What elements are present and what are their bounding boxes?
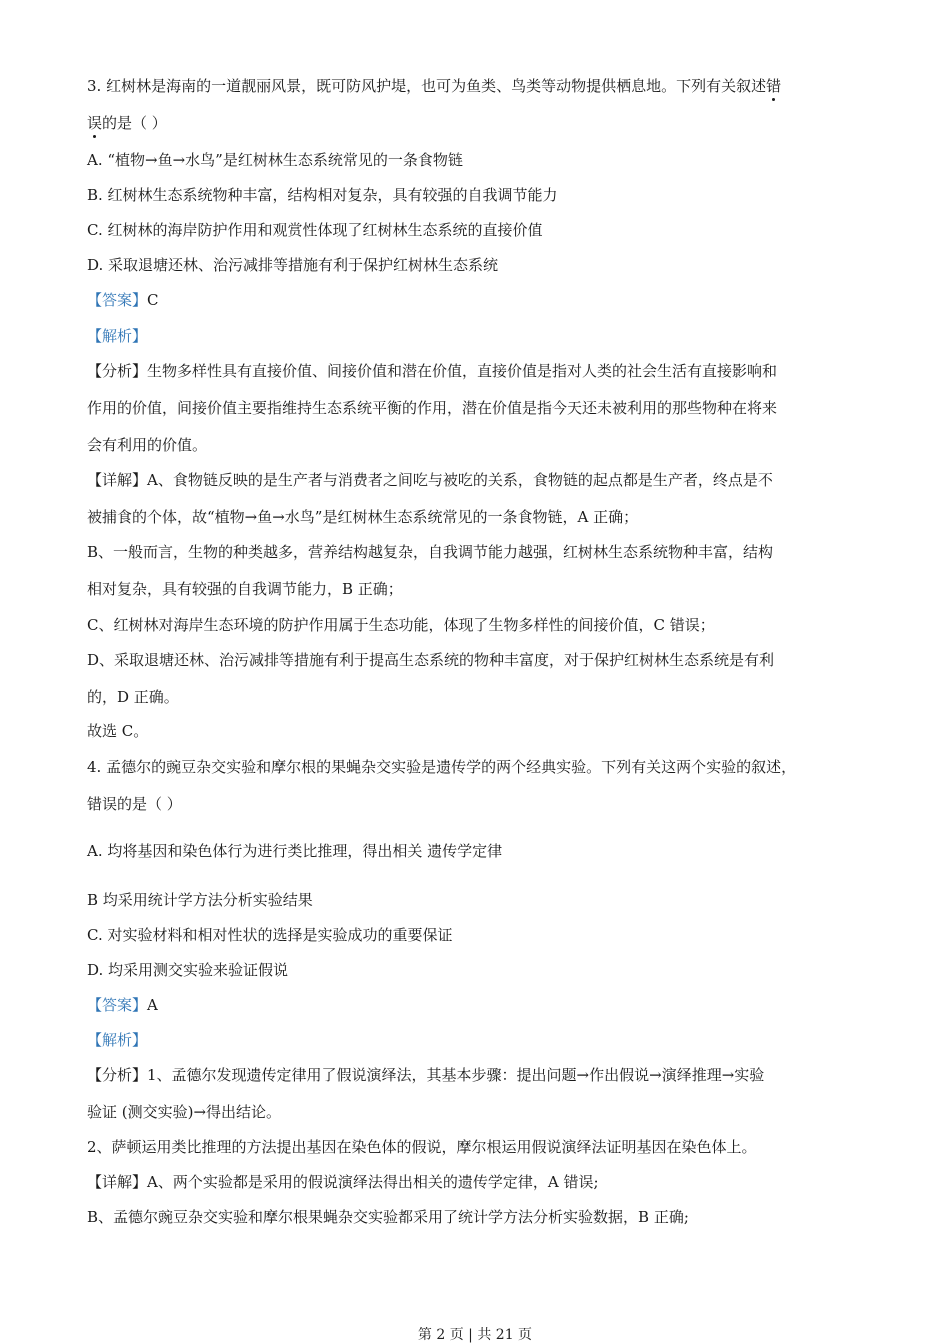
q3-option-d: D. 采取退塘还林、治污减排等措施有利于保护红树林生态系统 bbox=[87, 256, 499, 274]
answer-value: C bbox=[147, 291, 159, 309]
q4-fenxi-line2: 验证 (测交实验)→得出结论。 bbox=[87, 1103, 282, 1121]
xiangjie-tag: 【详解】 bbox=[87, 471, 148, 489]
q4-xiangjie-line2: B、孟德尔豌豆杂交实验和摩尔根果蝇杂交实验都采用了统计学方法分析实验数据，B 正确; bbox=[87, 1208, 689, 1226]
q3-stem-text: 3. 红树林是海南的一道靓丽风景，既可防风护堤，也可为鱼类、鸟类等动物提供栖息地。下列有关叙述 bbox=[87, 77, 767, 95]
q4-answer bbox=[87, 995, 158, 1015]
q4-option-c: C. 对实验材料和相对性状的选择是实验成功的重要保证 bbox=[87, 926, 453, 944]
q4-option-a: A. 均将基因和染色体行为进行类比推理，得出相关 遗传学定律 bbox=[87, 842, 503, 860]
fenxi-text: 生物多样性具有直接价值、间接价值和潜在价值，直接价值是指对人类的社会生活有直接影响和 bbox=[147, 362, 778, 380]
emphasis-char: 误 bbox=[87, 114, 103, 132]
q3-fenxi-line3: 会有利用的价值。 bbox=[87, 436, 208, 454]
q3-option-b: B. 红树林生态系统物种丰富，结构相对复杂，具有较强的自我调节能力 bbox=[87, 186, 558, 204]
q3-option-a: A. “植物→鱼→水鸟”是红树林生态系统常见的一条食物链 bbox=[87, 151, 463, 169]
q3-fenxi-line1 bbox=[87, 361, 777, 381]
q4-option-b: B 均采用统计学方法分析实验结果 bbox=[87, 891, 313, 909]
q3-stem-tail: 的是（ ） bbox=[102, 114, 167, 132]
q3-xiangjie-line2: 被捕食的个体，故“植物→鱼→水鸟”是红树林生态系统常见的一条食物链，A 正确； bbox=[87, 508, 639, 526]
q3-analysis-tag: 【解析】 bbox=[87, 327, 148, 345]
q3-conclusion: 故选 C。 bbox=[87, 722, 149, 740]
answer-value: A bbox=[147, 996, 158, 1014]
emphasis-char: 错 bbox=[766, 77, 782, 95]
fenxi-tag: 【分析】 bbox=[87, 362, 148, 380]
q3-answer bbox=[87, 290, 159, 310]
q3-stem-line1 bbox=[87, 76, 781, 96]
q4-stem-line2: 错误的是（ ） bbox=[87, 795, 182, 813]
q4-option-d: D. 均采用测交实验来验证假说 bbox=[87, 961, 289, 979]
xiangjie-text: A、两个实验都是采用的假说演绎法得出相关的遗传学定律，A 错误; bbox=[147, 1173, 599, 1191]
q3-stem-line2 bbox=[87, 113, 167, 133]
q4-xiangjie-line1 bbox=[87, 1172, 599, 1192]
q4-stem-line1: 4. 孟德尔的豌豆杂交实验和摩尔根的果蝇杂交实验是遗传学的两个经典实验。下列有关这两个实验的叙述， bbox=[87, 758, 797, 776]
q4-fenxi-line3: 2、萨顿运用类比推理的方法提出基因在染色体的假说，摩尔根运用假说演绎法证明基因在染色体上。 bbox=[87, 1138, 757, 1156]
q4-fenxi-line1 bbox=[87, 1065, 764, 1085]
q3-option-c: C. 红树林的海岸防护作用和观赏性体现了红树林生态系统的直接价值 bbox=[87, 221, 543, 239]
xiangjie-text: A、食物链反映的是生产者与消费者之间吃与被吃的关系，食物链的起点都是生产者，终点是不 bbox=[147, 471, 773, 489]
q3-xiangjie-line6: D、采取退塘还林、治污减排等措施有利于提高生态系统的物种丰富度，对于保护红树林生态系统是有利 bbox=[87, 651, 775, 669]
answer-tag: 【答案】 bbox=[87, 996, 148, 1014]
xiangjie-tag: 【详解】 bbox=[87, 1173, 148, 1191]
q3-xiangjie-line4: 相对复杂，具有较强的自我调节能力，B 正确； bbox=[87, 580, 403, 598]
fenxi-tag: 【分析】 bbox=[87, 1066, 148, 1084]
q3-xiangjie-line5: C、红树林对海岸生态环境的防护作用属于生态功能，体现了生物多样性的间接价值，C 错误； bbox=[87, 616, 715, 634]
q4-analysis-tag: 【解析】 bbox=[87, 1031, 148, 1049]
q3-xiangjie-line1 bbox=[87, 470, 773, 490]
page-footer: 第 2 页 | 共 21 页 bbox=[417, 1327, 533, 1343]
q3-xiangjie-line7: 的，D 正确。 bbox=[87, 688, 179, 706]
q3-fenxi-line2: 作用的价值，间接价值主要指维持生态系统平衡的作用，潜在价值是指今天还未被利用的那些物种在将来 bbox=[87, 399, 778, 417]
fenxi-text: 1、孟德尔发现遗传定律用了假说演绎法，其基本步骤：提出问题→作出假说→演绎推理→实验 bbox=[147, 1066, 765, 1084]
q3-xiangjie-line3: B、一般而言，生物的种类越多，营养结构越复杂，自我调节能力越强，红树林生态系统物种丰富，结构 bbox=[87, 543, 774, 561]
answer-tag: 【答案】 bbox=[87, 291, 148, 309]
